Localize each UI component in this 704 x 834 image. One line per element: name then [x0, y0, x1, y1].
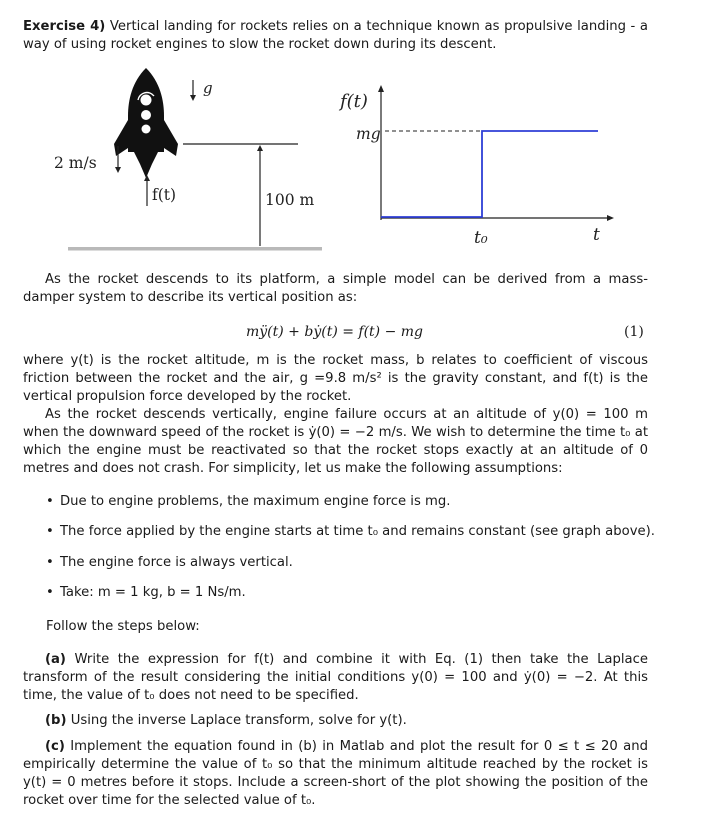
follow-text: Follow the steps below:	[46, 619, 200, 634]
speed-label: 2 m/s	[54, 154, 97, 172]
list-item: • Take: m = 1 kg, b = 1 Ns/m.	[46, 585, 246, 600]
intro-paragraph	[23, 18, 648, 54]
part-c: (c) Implement the equation found in (b) in Matlab and plot the result for 0 ≤ t ≤ 20 and empirically determine the value of t₀ so that the minimum altitude reached by the rocket is y(t) = 0 metres before it stops. Include a screen-short of the plot showing the position of the rocket over time for the selected value of t₀.	[23, 739, 648, 808]
gravity-label: g	[203, 79, 213, 97]
exercise-label: Exercise 4)	[23, 19, 106, 34]
equation: mÿ(t) + bẏ(t) = f(t) − mg	[246, 324, 424, 340]
part-b: (b) Using the inverse Laplace transform, solve for y(t).	[45, 713, 407, 728]
height-label: 100 m	[265, 191, 315, 209]
thrust-arrow	[144, 175, 150, 206]
definitions-paragraph: where y(t) is the rocket altitude, m is the rocket mass, b relates to coefficient of viscous friction between the rocket and the air, g =9.8 m/s² is the gravity constant, and f(t) is the vertical propulsion force developed by the rocket.	[23, 353, 648, 404]
graph-level-label: mg	[356, 125, 381, 143]
list-item: • The force applied by the engine starts at time t₀ and remains constant (see graph above).	[46, 524, 655, 539]
rocket-icon	[114, 68, 178, 178]
step-graph	[338, 85, 614, 248]
figure	[0, 60, 704, 260]
step-function-line	[381, 131, 598, 217]
intro-text: Vertical landing for rockets relies on a technique known as propulsive landing - a way of using rocket engines to slow the rocket down during its descent.	[23, 19, 649, 52]
equation-number: (1)	[624, 324, 644, 340]
problem-paragraph: As the rocket descends vertically, engine failure occurs at an altitude of y(0) = 100 m when the downward speed of the rocket is ẏ(0) = −2 m/s. We wish to determine the time t₀ at which the engine must be reactivated so that the rocket stops exactly at an altitude of 0 metres and does not crash. For simplicity, let us make the following assumptions:	[23, 407, 648, 476]
ground-platform	[68, 247, 322, 251]
thrust-label: f(t)	[152, 186, 177, 204]
graph-switch-label: t₀	[474, 228, 488, 248]
part-a: (a) Write the expression for f(t) and combine it with Eq. (1) then take the Laplace transform of the result considering the initial conditions y(0) = 100 and ẏ(0) = −2. At this time, the value of t₀ does not need to be specified.	[23, 652, 648, 703]
list-item: • Due to engine problems, the maximum engine force is mg.	[46, 494, 451, 509]
graph-y-label: f(t)	[340, 91, 368, 112]
model-paragraph: As the rocket descends to its platform, a simple model can be derived from a mass-damper system to describe its vertical position as:	[23, 272, 648, 305]
graph-x-label: t	[593, 225, 600, 245]
gravity-arrow	[190, 80, 196, 101]
list-item: • The engine force is always vertical.	[46, 555, 293, 570]
